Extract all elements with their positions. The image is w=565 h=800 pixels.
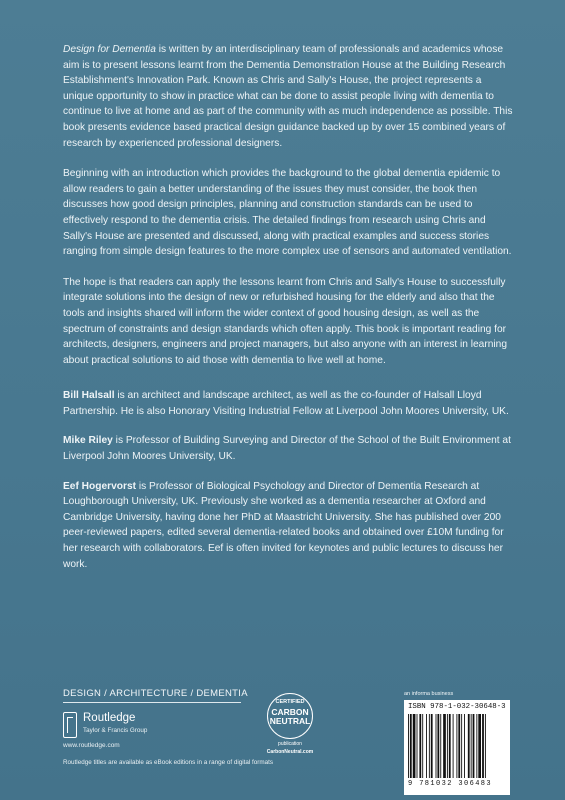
author-name: Mike Riley [63,435,113,447]
badge-url: CarbonNeutral.com [266,749,314,755]
subject-categories: DESIGN / ARCHITECTURE / DEMENTIA [63,688,248,699]
carbon-neutral-badge [261,693,321,773]
ebook-note: Routledge titles are available as eBook editions in a range of digital formats [63,759,274,766]
blurb-paragraph-1-text: is written by an interdisciplinary team of professionals and academics whose aim is to present lessons learnt from the Dementia Demonstration House at the Building Research Establishment's Innovation Park. Known as Chris and Sally's House, the project represents a unique opportunity to show in practice what can be done to assist people living with dementia to continue to live at home and as part of the community with as much independence as possible. This book presents evidence based practical design guidance backed up by over 15 combined years of research by experienced professional designers. [63,44,513,149]
barcode-box [404,700,510,795]
divider [63,702,241,703]
badge-carbon-neutral: CARBON NEUTRAL [269,707,311,726]
author-bio-text: is Professor of Building Surveying and Director of the School of the Built Environment at Liverpool John Moores University, UK. [63,435,511,463]
blurb-paragraph-2: Beginning with an introduction which provides the background to the global dementia epidemic to allow readers to gain a better understanding of the issues they must consider, the book then discusses how good design principles, planning and construction standards can be used to effectively respond to the dementia crisis. The detailed findings from research using Chris and Sally's House are presented and discussed, along with practical examples and success stories ranging from simple design features to the more complex use of sensors and automated ventilation. [63,168,512,258]
author-bio-text: is Professor of Biological Psychology and Director of Dementia Research at Loughborough University, UK. Previously she worked as a dementia researcher at Oxford and Cambridge University, having done her PhD at Maastricht University. She has published over 200 peer-reviewed papers, edited several dementia-related books and obtained over £10M funding for her research with collaborators. Eef is often invited for keynotes and public lectures to discuss her work. [63,480,504,570]
badge-publication: publication [278,741,302,747]
cover-footer [63,688,513,798]
isbn: ISBN 978-1-032-30648-3 [408,703,506,711]
barcode-block [404,691,510,795]
author-bio-3 [63,479,513,573]
barcode-digits: 9 781032 306483 [408,780,493,788]
publisher-website: www.routledge.com [63,742,120,749]
barcode-icon [408,714,506,778]
publisher-group: Taylor & Francis Group [83,727,148,734]
author-name: Eef Hogervorst [63,480,137,492]
author-bio-1 [63,388,513,419]
blurb-paragraph-3: The hope is that readers can apply the lessons learnt from Chris and Sally's House to successfully integrate solutions into the design of new or refurbished housing for the elderly and also that the tools and insights shared will inform the wider context of good housing design, as well as the spectrum of constraints and design standards which often apply. This book is important reading for architects, designers, engineers and project managers, but also anyone with an interest in learning about practical solutions to aid those with dementia to live well at home. [63,276,507,366]
publisher-logo [63,712,203,742]
book-title: Design for Dementia [63,44,156,55]
publisher-name: Routledge [83,712,136,724]
blurb-paragraph-1 [63,42,513,151]
blurb [63,42,513,586]
author-name: Bill Halsall [63,390,115,402]
author-bio-text: is an architect and landscape architect, as well as the co-founder of Halsall Lloyd Partnership. He is also Honorary Visiting Industrial Fellow at Liverpool John Moores University, UK. [63,390,509,417]
informa-note: an informa business [404,691,454,697]
badge-certified: CERTIFIED [275,699,305,705]
author-bio-2 [63,433,513,464]
routledge-r-icon [63,712,77,738]
